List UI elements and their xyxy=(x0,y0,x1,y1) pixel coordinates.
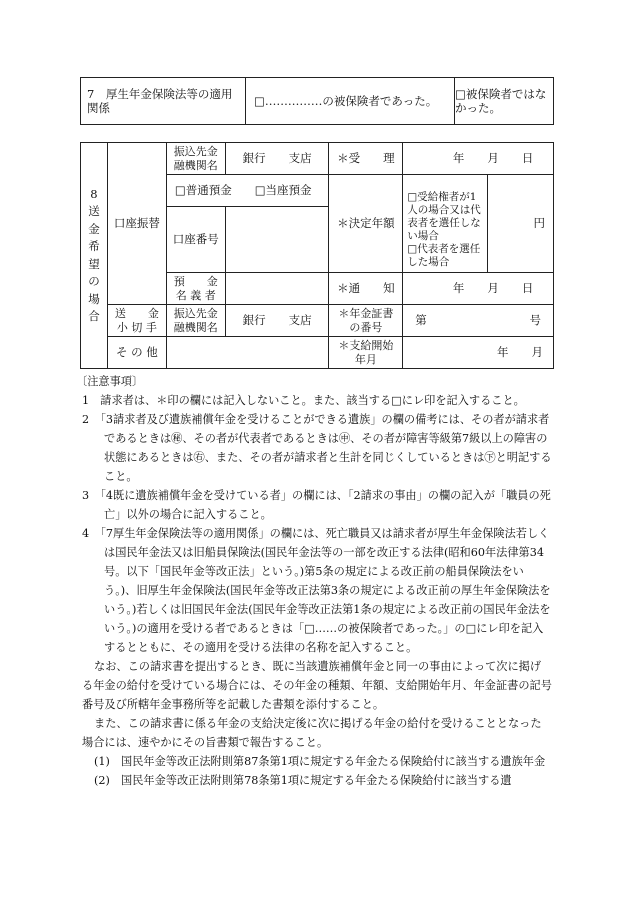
note-item-2: 2 「3請求者及び遺族補償年金を受けることができる遺族」の欄の備考には、その者が請求者であるときは㊙、その者が代表者であるときは㊥、その者が障害等級第7級以上の障害の状態にあるときは㊨、また、その者が請求者と生計を同じくしているときは㊦と明記すること。 xyxy=(82,413,552,483)
start-label: ＊支給開始年月 xyxy=(329,337,403,369)
section8-title: 8 送 金 希 望 の 場 合 xyxy=(81,143,108,369)
note-sub-item-1: (1) 国民年金等改正法附則第87条第1項に規定する年金たる保険給付に該当する遺族年金 xyxy=(94,755,546,768)
decision-value[interactable]: 円 xyxy=(488,175,554,273)
notes-heading: 〔注意事項〕 xyxy=(76,375,144,388)
bank-value[interactable]: 銀行 支店 xyxy=(225,143,329,175)
notice-value[interactable]: 年 月 日 xyxy=(403,273,554,305)
section7-option1[interactable]: □……………の被保険者であった。 xyxy=(246,78,455,125)
start-value[interactable]: 年 月 xyxy=(403,337,554,369)
account-holder-label: 預 金 名 義 者 xyxy=(166,273,225,305)
bank-name-label: 振込先金融機関名 xyxy=(166,143,225,175)
account-number-label: 口座番号 xyxy=(166,207,225,273)
certificate-label: ＊年金証書の番号 xyxy=(329,305,403,337)
note-sub-item-2: (2) 国民年金等改正法附則第78条第1項に規定する年金たる保険給付に該当する遺 xyxy=(94,774,512,787)
decision-label: ＊決定年額 xyxy=(329,175,403,273)
kogitte-label: 送 金 小 切 手 xyxy=(107,305,166,337)
certificate-value[interactable]: 第 号 xyxy=(403,305,554,337)
receipt-label: ＊受 理 xyxy=(329,143,403,175)
bank-value-2[interactable]: 銀行 支店 xyxy=(225,305,329,337)
checkbox-1[interactable]: □ xyxy=(254,93,265,108)
note-item-3: 3 「4既に遺族補償年金を受けている者」の欄には、「2請求の事由」の欄の記入が「職員の死亡」以外の場合に記入すること。 xyxy=(82,489,551,521)
note-item-4: 4 「7厚生年金保険法等の適用関係」の欄には、死亡職員又は請求者が厚生年金保険法若しくは国民年金法又は旧船員保険法(国民年金法等の一部を改正する法律(昭和60年法律第34号。以下「国民年金等改正法」という。)第5条の規定による改正前の船員保険法をいう。)、旧厚生年金保険法(国民年金等改正法第3条の規定による改正前の厚生年金保険法をいう。)若しくは旧国民年金法(国民年金等改正法第1条の規定による改正前の国民年金法をいう。)の適用を受ける者であるときは「□……の被保険者であった。」の□にレ印を記入するとともに、その適用を受ける法律の名称を記入すること。 xyxy=(82,527,551,654)
bank-name-label-2: 振込先金融機関名 xyxy=(166,305,225,337)
section7-table xyxy=(80,77,554,125)
section7-label: 7 厚生年金保険法等の適用関係 xyxy=(81,78,246,125)
notes-section xyxy=(76,372,552,790)
note-para-1: なお、この請求書を提出するとき、既に当該遺族補償年金と同一の事由によって次に掲げる年金の給付を受けている場合には、その年金の種類、年額、支給開始年月、年金証書の記号番号及び所轄年金事務所等を記載した書類を添付すること。 xyxy=(82,660,552,711)
section8-table xyxy=(80,142,554,369)
notice-label: ＊通 知 xyxy=(329,273,403,305)
note-item-1: 1 請求者は、＊印の欄には記入しないこと。また、該当する□にレ印を記入すること。 xyxy=(82,394,525,407)
note-para-2: また、この請求書に係る年金の支給決定後に次に掲げる年金の給付を受けることとなった場合には、速やかにその旨書類で報告すること。 xyxy=(82,717,542,749)
account-holder-value[interactable] xyxy=(225,273,329,305)
decision-note[interactable]: □受給権者が1人の場合又は代表者を選任しない場合 □代表者を選任した場合 xyxy=(403,175,488,273)
section7-option2[interactable]: □被保険者ではなかった。 xyxy=(455,78,554,125)
other-label: そ の 他 xyxy=(107,337,166,369)
other-value[interactable] xyxy=(166,337,329,369)
koza-label: 口座振替 xyxy=(107,143,166,305)
receipt-value[interactable]: 年 月 日 xyxy=(403,143,554,175)
account-number-value[interactable] xyxy=(225,207,329,273)
deposit-type[interactable]: □普通預金 □当座預金 xyxy=(166,175,329,207)
